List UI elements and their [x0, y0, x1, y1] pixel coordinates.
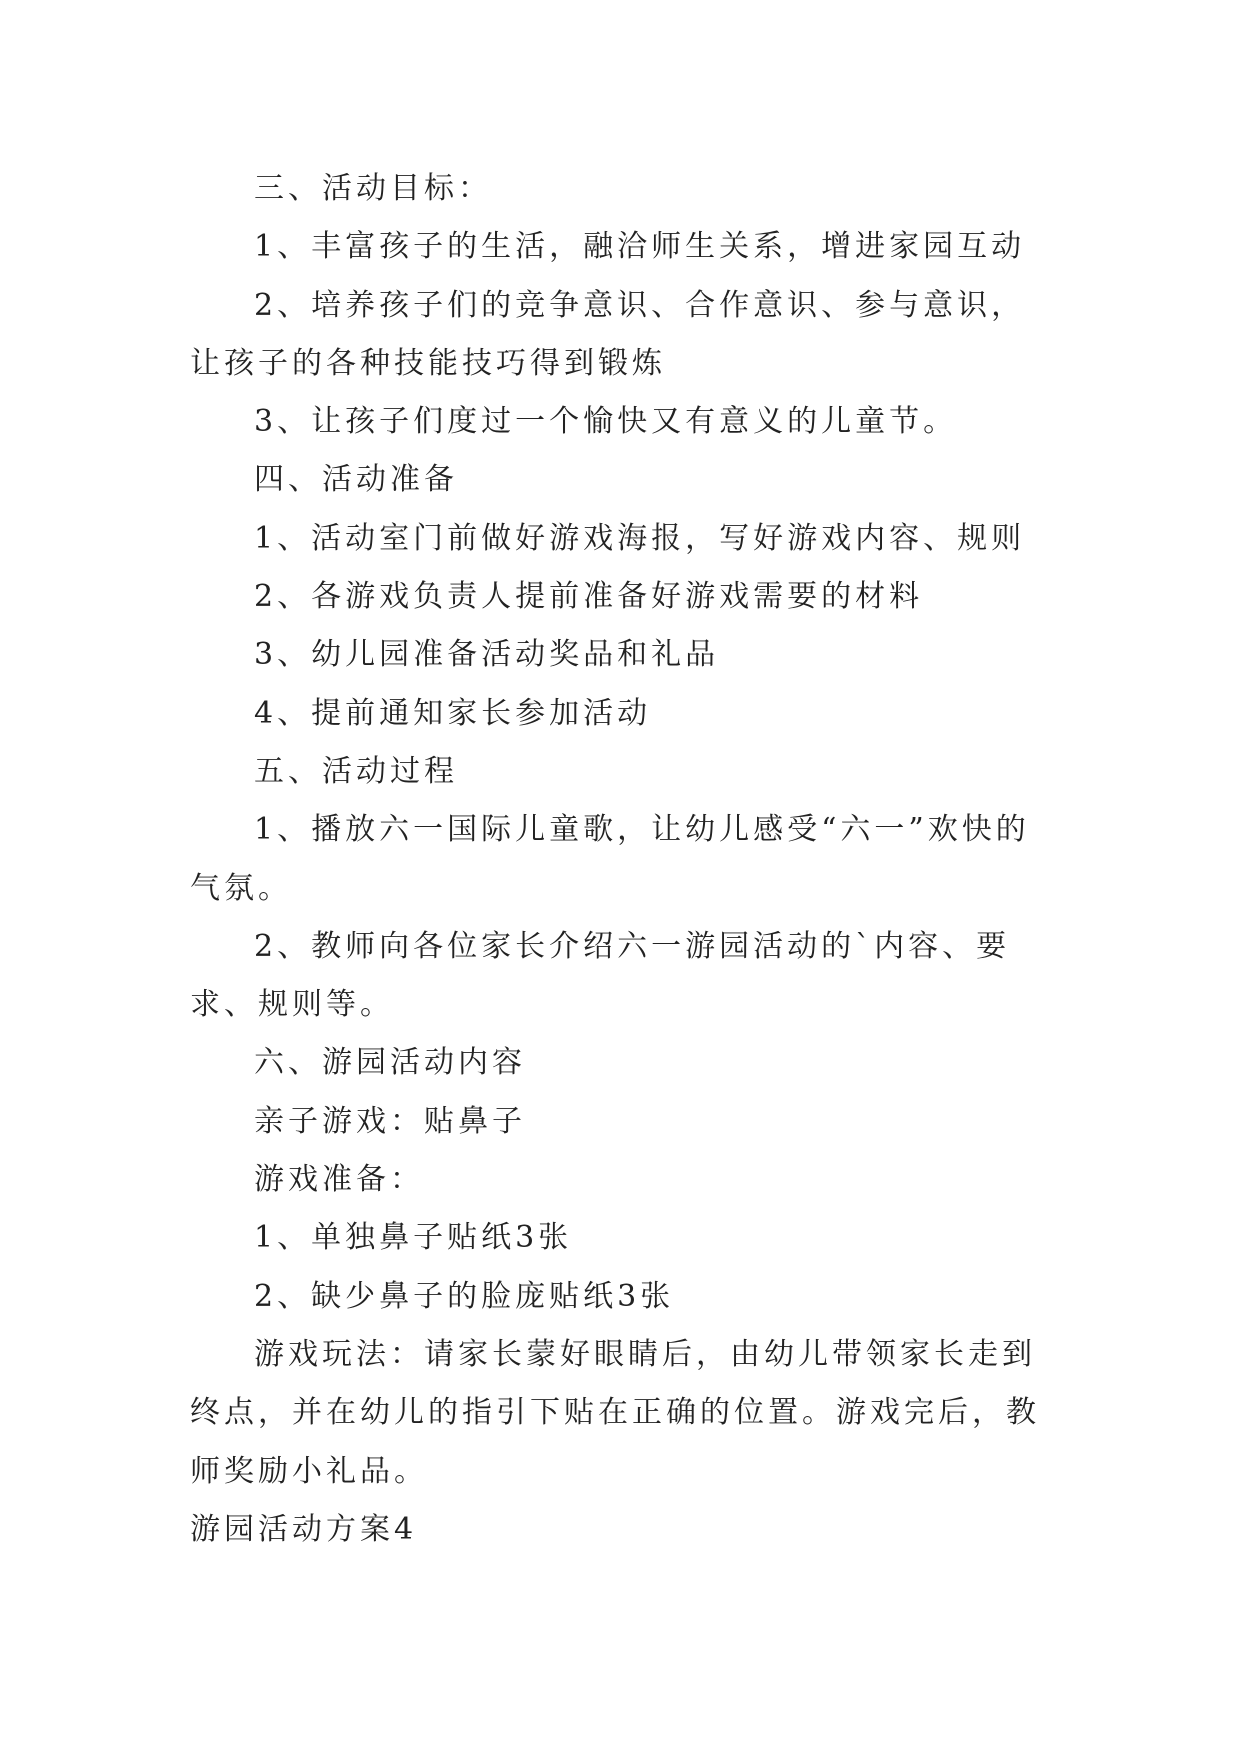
game-title: 亲子游戏：贴鼻子 — [254, 1103, 526, 1139]
preparation-item-4: 4、提前通知家长参加活动 — [254, 695, 652, 731]
process-item-1: 1、播放六一国际儿童歌，让幼儿感受“六一”欢快的气氛。 — [190, 812, 1030, 906]
preparation-item-2: 2、各游戏负责人提前准备好游戏需要的材料 — [254, 579, 924, 615]
goal-item-1: 1、丰富孩子的生活，融洽师生关系，增进家园互动 — [254, 229, 1026, 265]
game-rules: 游戏玩法：请家长蒙好眼睛后，由幼儿带领家长走到终点，并在幼儿的指引下贴在正确的位置。游戏完后，教师奖励小礼品。 — [190, 1336, 1040, 1489]
game-preparation-item-1: 1、单独鼻子贴纸3张 — [254, 1220, 573, 1256]
preparation-item-3: 3、幼儿园准备活动奖品和礼品 — [254, 637, 720, 673]
heading-activity-goals: 三、活动目标： — [254, 171, 492, 206]
process-item-2: 2、教师向各位家长介绍六一游园活动的`内容、要求、规则等。 — [190, 928, 1011, 1023]
section-title: 游园活动方案4 — [190, 1511, 418, 1547]
goal-item-2: 2、培养孩子们的竞争意识、合作意识、参与意识，让孩子的各种技能技巧得到锻炼 — [190, 287, 1026, 381]
game-preparation-item-2: 2、缺少鼻子的脸庞贴纸3张 — [254, 1278, 675, 1314]
preparation-item-1: 1、活动室门前做好游戏海报，写好游戏内容、规则 — [254, 520, 1026, 556]
document-body — [190, 160, 1055, 1559]
heading-activity-process: 五、活动过程 — [254, 753, 458, 789]
heading-garden-activity-content: 六、游园活动内容 — [254, 1045, 526, 1081]
heading-activity-preparation: 四、活动准备 — [254, 462, 458, 498]
goal-item-3: 3、让孩子们度过一个愉快又有意义的儿童节。 — [254, 404, 958, 440]
game-preparation-label: 游戏准备： — [254, 1162, 424, 1198]
